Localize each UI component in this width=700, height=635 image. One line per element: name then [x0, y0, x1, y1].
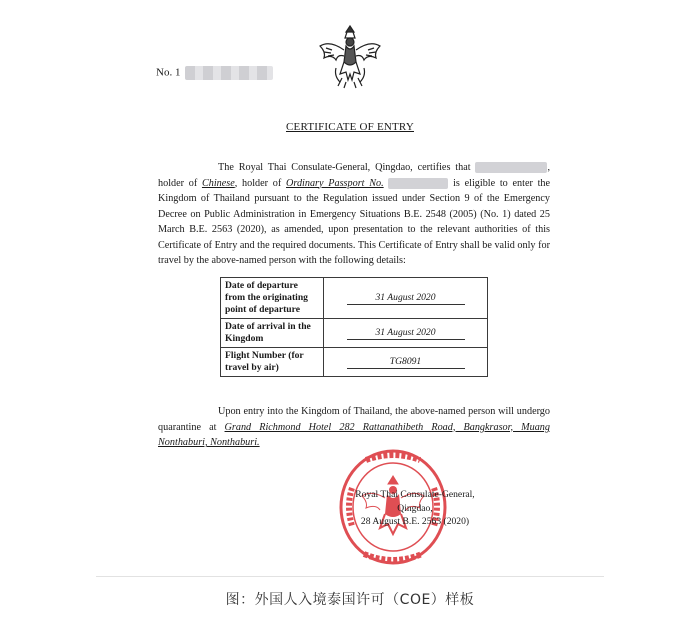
- paragraph1-intro: The Royal Thai Consulate-General, Qingdao, certifies that: [218, 162, 471, 173]
- image-caption: 图：外国人入境泰国许可（COE）样板: [225, 592, 475, 608]
- certificate-paragraph-1: The Royal Thai Consulate-General, Qingdao, certifies that , holder of Chinese, holder of Ordinary Passport No. is eligible to enter the Kingdom of Thailand pursuant to the Regulation issued under Section 9 of the Emergency Decree on Public Administration in Emergency Situations B.E. 2548 (2005) (No. 1) dated 25 March B.E. 2563 (2020), as amended, upon presentation to the relevant authorities of this Certificate of Entry and the required documents. This Certificate of Entry shall be valid only for travel by the above-named person with the following details:: [158, 162, 551, 266]
- flight-number-label: Flight Number (for travel by air): [221, 348, 324, 377]
- paragraph1-holder-of: holder of: [158, 177, 198, 189]
- quarantine-hotel-value: Grand Richmond Hotel 282 Rattanathibeth Road, Bangkrasor, Muang Nonthaburi, Nonthaburi.: [158, 421, 550, 448]
- signature-block: [345, 488, 485, 529]
- departure-date-value: 31 August 2020: [347, 292, 465, 305]
- travel-details-table: [220, 277, 488, 377]
- redacted-name: [475, 162, 547, 173]
- table-row: [221, 319, 488, 348]
- document-number: [156, 66, 273, 80]
- departure-date-label: Date of departure from the originating point of departure: [221, 278, 324, 319]
- paragraph2-intro: Upon entry into the Kingdom of Thailand, the above-named person will undergo quarantine at: [158, 406, 550, 433]
- garuda-emblem-icon: [316, 22, 384, 90]
- passport-type-value: Ordinary Passport No.: [286, 177, 384, 189]
- table-row: [221, 348, 488, 377]
- flight-number-cell: [324, 348, 488, 377]
- arrival-date-cell: [324, 319, 488, 348]
- nationality-value: Chinese: [201, 177, 235, 189]
- redacted-doc-number: [185, 66, 273, 80]
- certificate-paragraph-2: [158, 404, 550, 451]
- caption-divider: [96, 576, 604, 577]
- table-row: [221, 278, 488, 319]
- certificate-title: CERTIFICATE OF ENTRY: [285, 121, 414, 133]
- paragraph1-holder-of-2: , holder of: [234, 177, 282, 189]
- flight-number-value: TG8091: [347, 356, 465, 369]
- redacted-passport-number: [388, 178, 448, 189]
- signature-line-2: Qingdao,: [397, 502, 433, 514]
- doc-number-label: No. 1: [156, 66, 181, 79]
- signature-line-3: 28 August B.E. 2563 (2020): [360, 516, 470, 527]
- signature-line-1: Royal Thai Consulate-General,: [355, 489, 475, 500]
- arrival-date-value: 31 August 2020: [347, 327, 465, 340]
- arrival-date-label: Date of arrival in the Kingdom: [221, 319, 324, 348]
- paragraph1-rest: is eligible to enter the Kingdom of Thailand pursuant to the Regulation issued under Section 9 of the Emergency Decree on Public Administration in Emergency Situations B.E. 2548 (2005) (No. 1) dated 25 March B.E. 2563 (2020), as amended, upon presentation to the relevant authorities of this Certificate of Entry and the required documents. This Certificate of Entry shall be valid only for travel by the above-named person with the following details:: [158, 177, 551, 266]
- departure-date-cell: [324, 278, 488, 319]
